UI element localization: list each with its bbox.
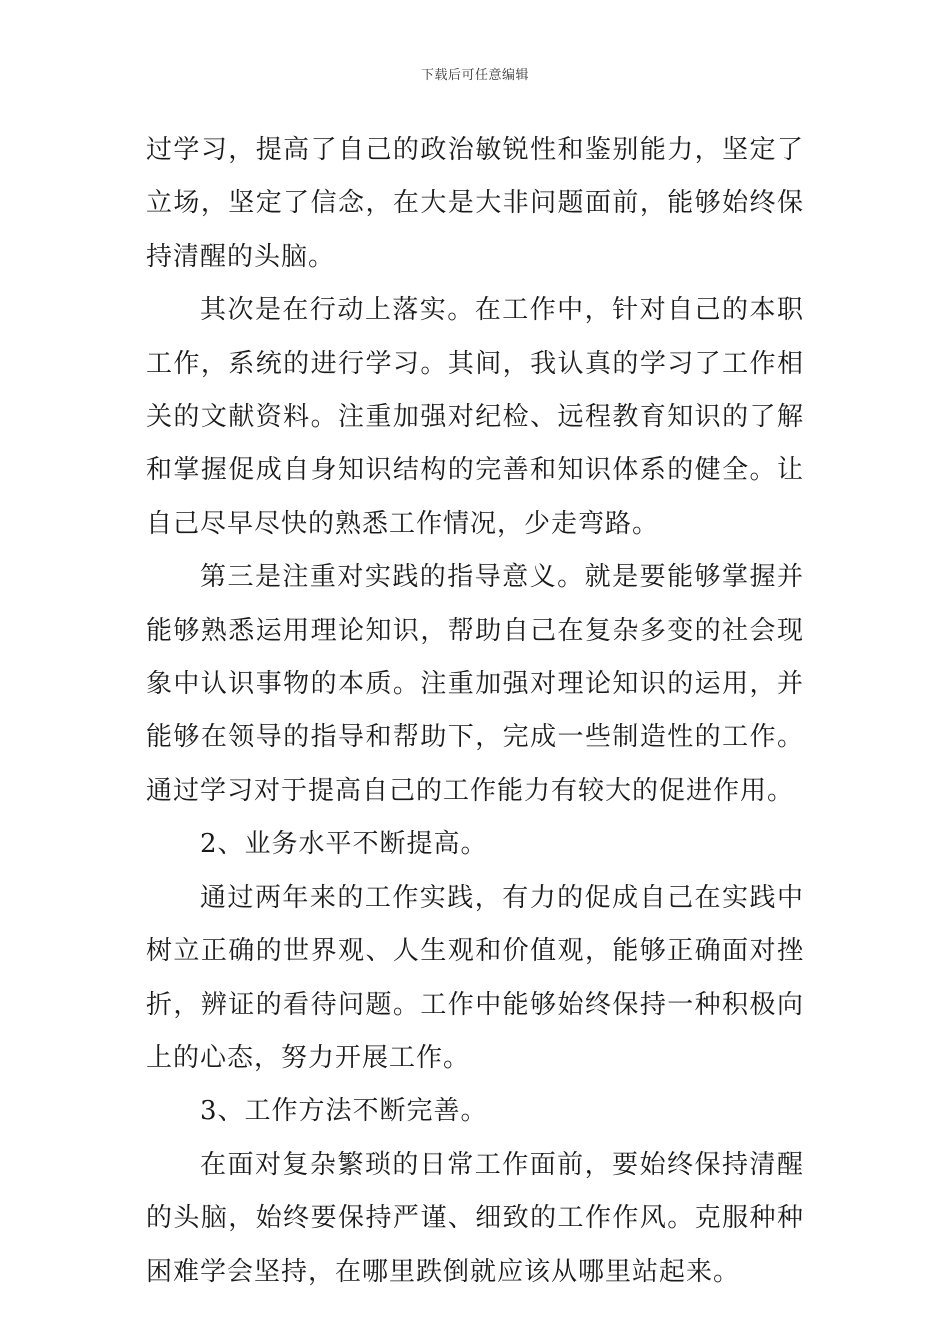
paragraph-practice: 第三是注重对实践的指导意义。就是要能够掌握并能够熟悉运用理论知识，帮助自己在复杂多变的社会现象中认识事物的本质。注重加强对理论知识的运用，并能够在领导的指导和帮助下，完成一些制造性的工作。通过学习对于提高自己的工作能力有较大的促进作用。	[146, 562, 804, 806]
document-body	[146, 124, 804, 1299]
paragraph-methods: 在面对复杂繁琐的日常工作面前，要始终保持清醒的头脑，始终要保持严谨、细致的工作作风。克服种种困难学会坚持，在哪里跌倒就应该从哪里站起来。	[146, 1149, 804, 1287]
section-heading-business: 2、业务水平不断提高。	[200, 829, 488, 860]
paragraph-business: 通过两年来的工作实践，有力的促成自己在实践中树立正确的世界观、人生观和价值观，能够正确面对挫折，辨证的看待问题。工作中能够始终保持一种积极向上的心态，努力开展工作。	[146, 882, 804, 1073]
page-header: 下载后可任意编辑	[420, 68, 529, 83]
paragraph-action: 其次是在行动上落实。在工作中，针对自己的本职工作，系统的进行学习。其间，我认真的学习了工作相关的文献资料。注重加强对纪检、远程教育知识的了解和掌握促成自身知识结构的完善和知识体系的健全。让自己尽早尽快的熟悉工作情况，少走弯路。	[146, 295, 804, 539]
section-heading-methods: 3、工作方法不断完善。	[200, 1096, 488, 1127]
paragraph-continuation: 过学习，提高了自己的政治敏锐性和鉴别能力，坚定了立场，坚定了信念，在大是大非问题面前，能够始终保持清醒的头脑。	[146, 135, 804, 272]
